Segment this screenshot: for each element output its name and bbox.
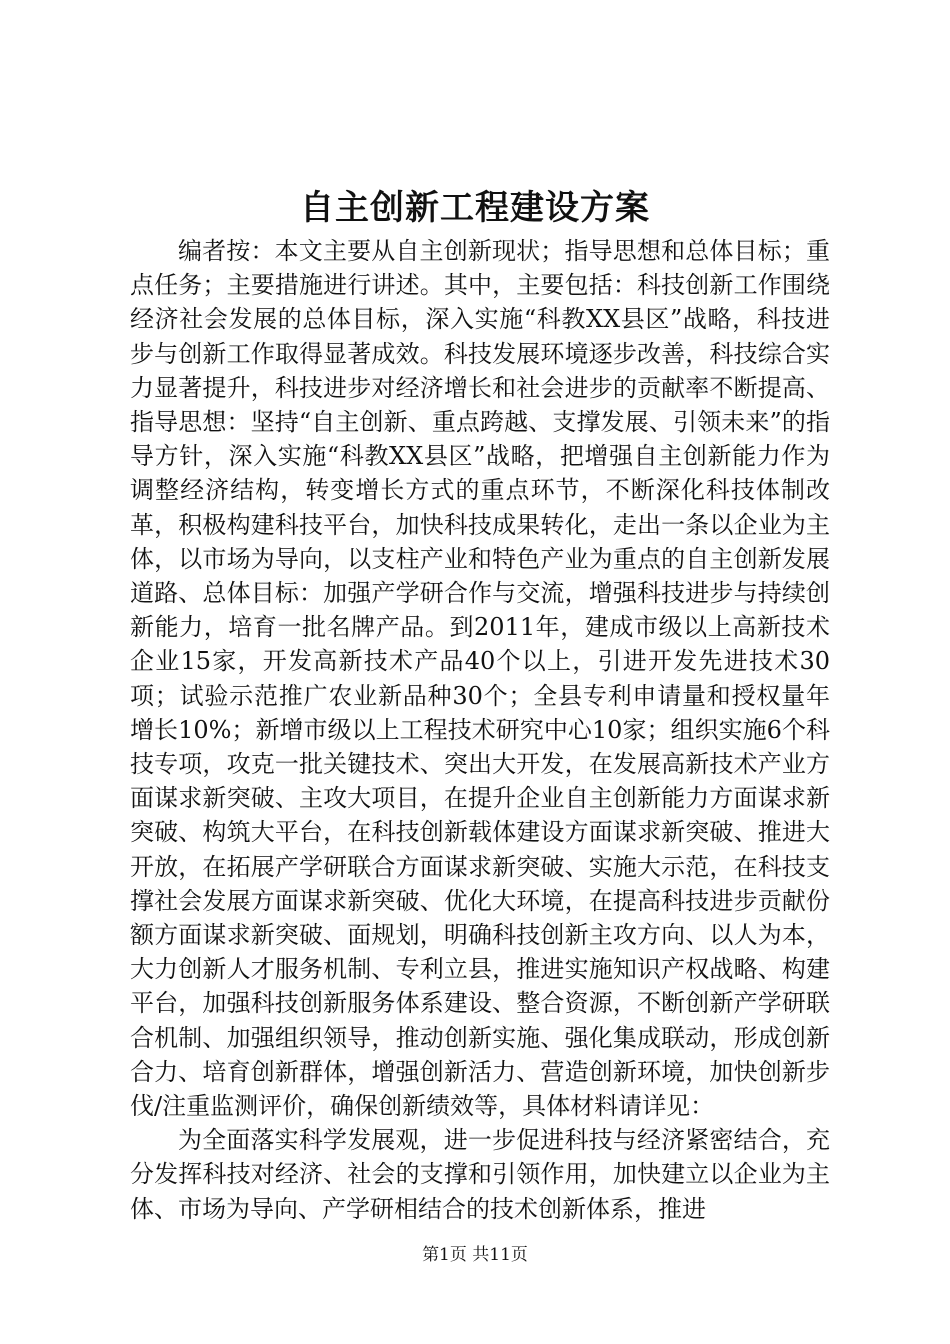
paragraph-editor-note: 编者按：本文主要从自主创新现状；指导思想和总体目标；重点任务；主要措施进行讲述。其中，主要包括：科技创新工作围绕经济社会发展的总体目标，深入实施“科教XX县区”战略，科技进步与创新工作取得显著成效。科技发展环境逐步改善，科技综合实力显著提升，科技进步对经济增长和社会进步的贡献率不断提高、指导思想：坚持“自主创新、重点跨越、支撑发展、引领未来”的指导方针，深入实施“科教XX县区”战略，把增强自主创新能力作为调整经济结构，转变增长方式的重点环节，不断深化科技体制改革，积极构建科技平台，加快科技成果转化，走出一条以企业为主体，以市场为导向，以支柱产业和特色产业为重点的自主创新发展道路、总体目标：加强产学研合作与交流，增强科技进步与持续创新能力，培育一批名牌产品。到2011年，建成市级以上高新技术企业15家，开发高新技术产品40个以上，引进开发先进技术30项；试验示范推广农业新品种30个；全县专利申请量和授权量年增长10%；新增市级以上工程技术研究中心10家；组织实施6个科技专项，攻克一批关键技术、突出大开发，在发展高新技术产业方面谋求新突破、主攻大项目，在提升企业自主创新能力方面谋求新突破、构筑大平台，在科技创新载体建设方面谋求新突破、推进大开放，在拓展产学研联合方面谋求新突破、实施大示范，在科技支撑社会发展方面谋求新突破、优化大环境，在提高科技进步贡献份额方面谋求新突破、面规划，明确科技创新主攻方向、以人为本，大力创新人才服务机制、专利立县，推进实施知识产权战略、构建平台，加强科技创新服务体系建设、整合资源，不断创新产学研联合机制、加强组织领导，推动创新实施、强化集成联动，形成创新合力、培育创新群体，增强创新活力、营造创新环境，加快创新步伐/注重监测评价，确保创新绩效等，具体材料请详见： (130, 237, 830, 1121)
page-number-footer: 第1页 共11页 (422, 1245, 528, 1265)
paragraph-main: 为全面落实科学发展观，进一步促进科技与经济紧密结合，充分发挥科技对经济、社会的支撑和引领作用，加快建立以企业为主体、市场为导向、产学研相结合的技术创新体系，推进 (130, 1126, 830, 1223)
document-body (130, 234, 830, 1226)
document-title: 自主创新工程建设方案 (300, 188, 650, 228)
